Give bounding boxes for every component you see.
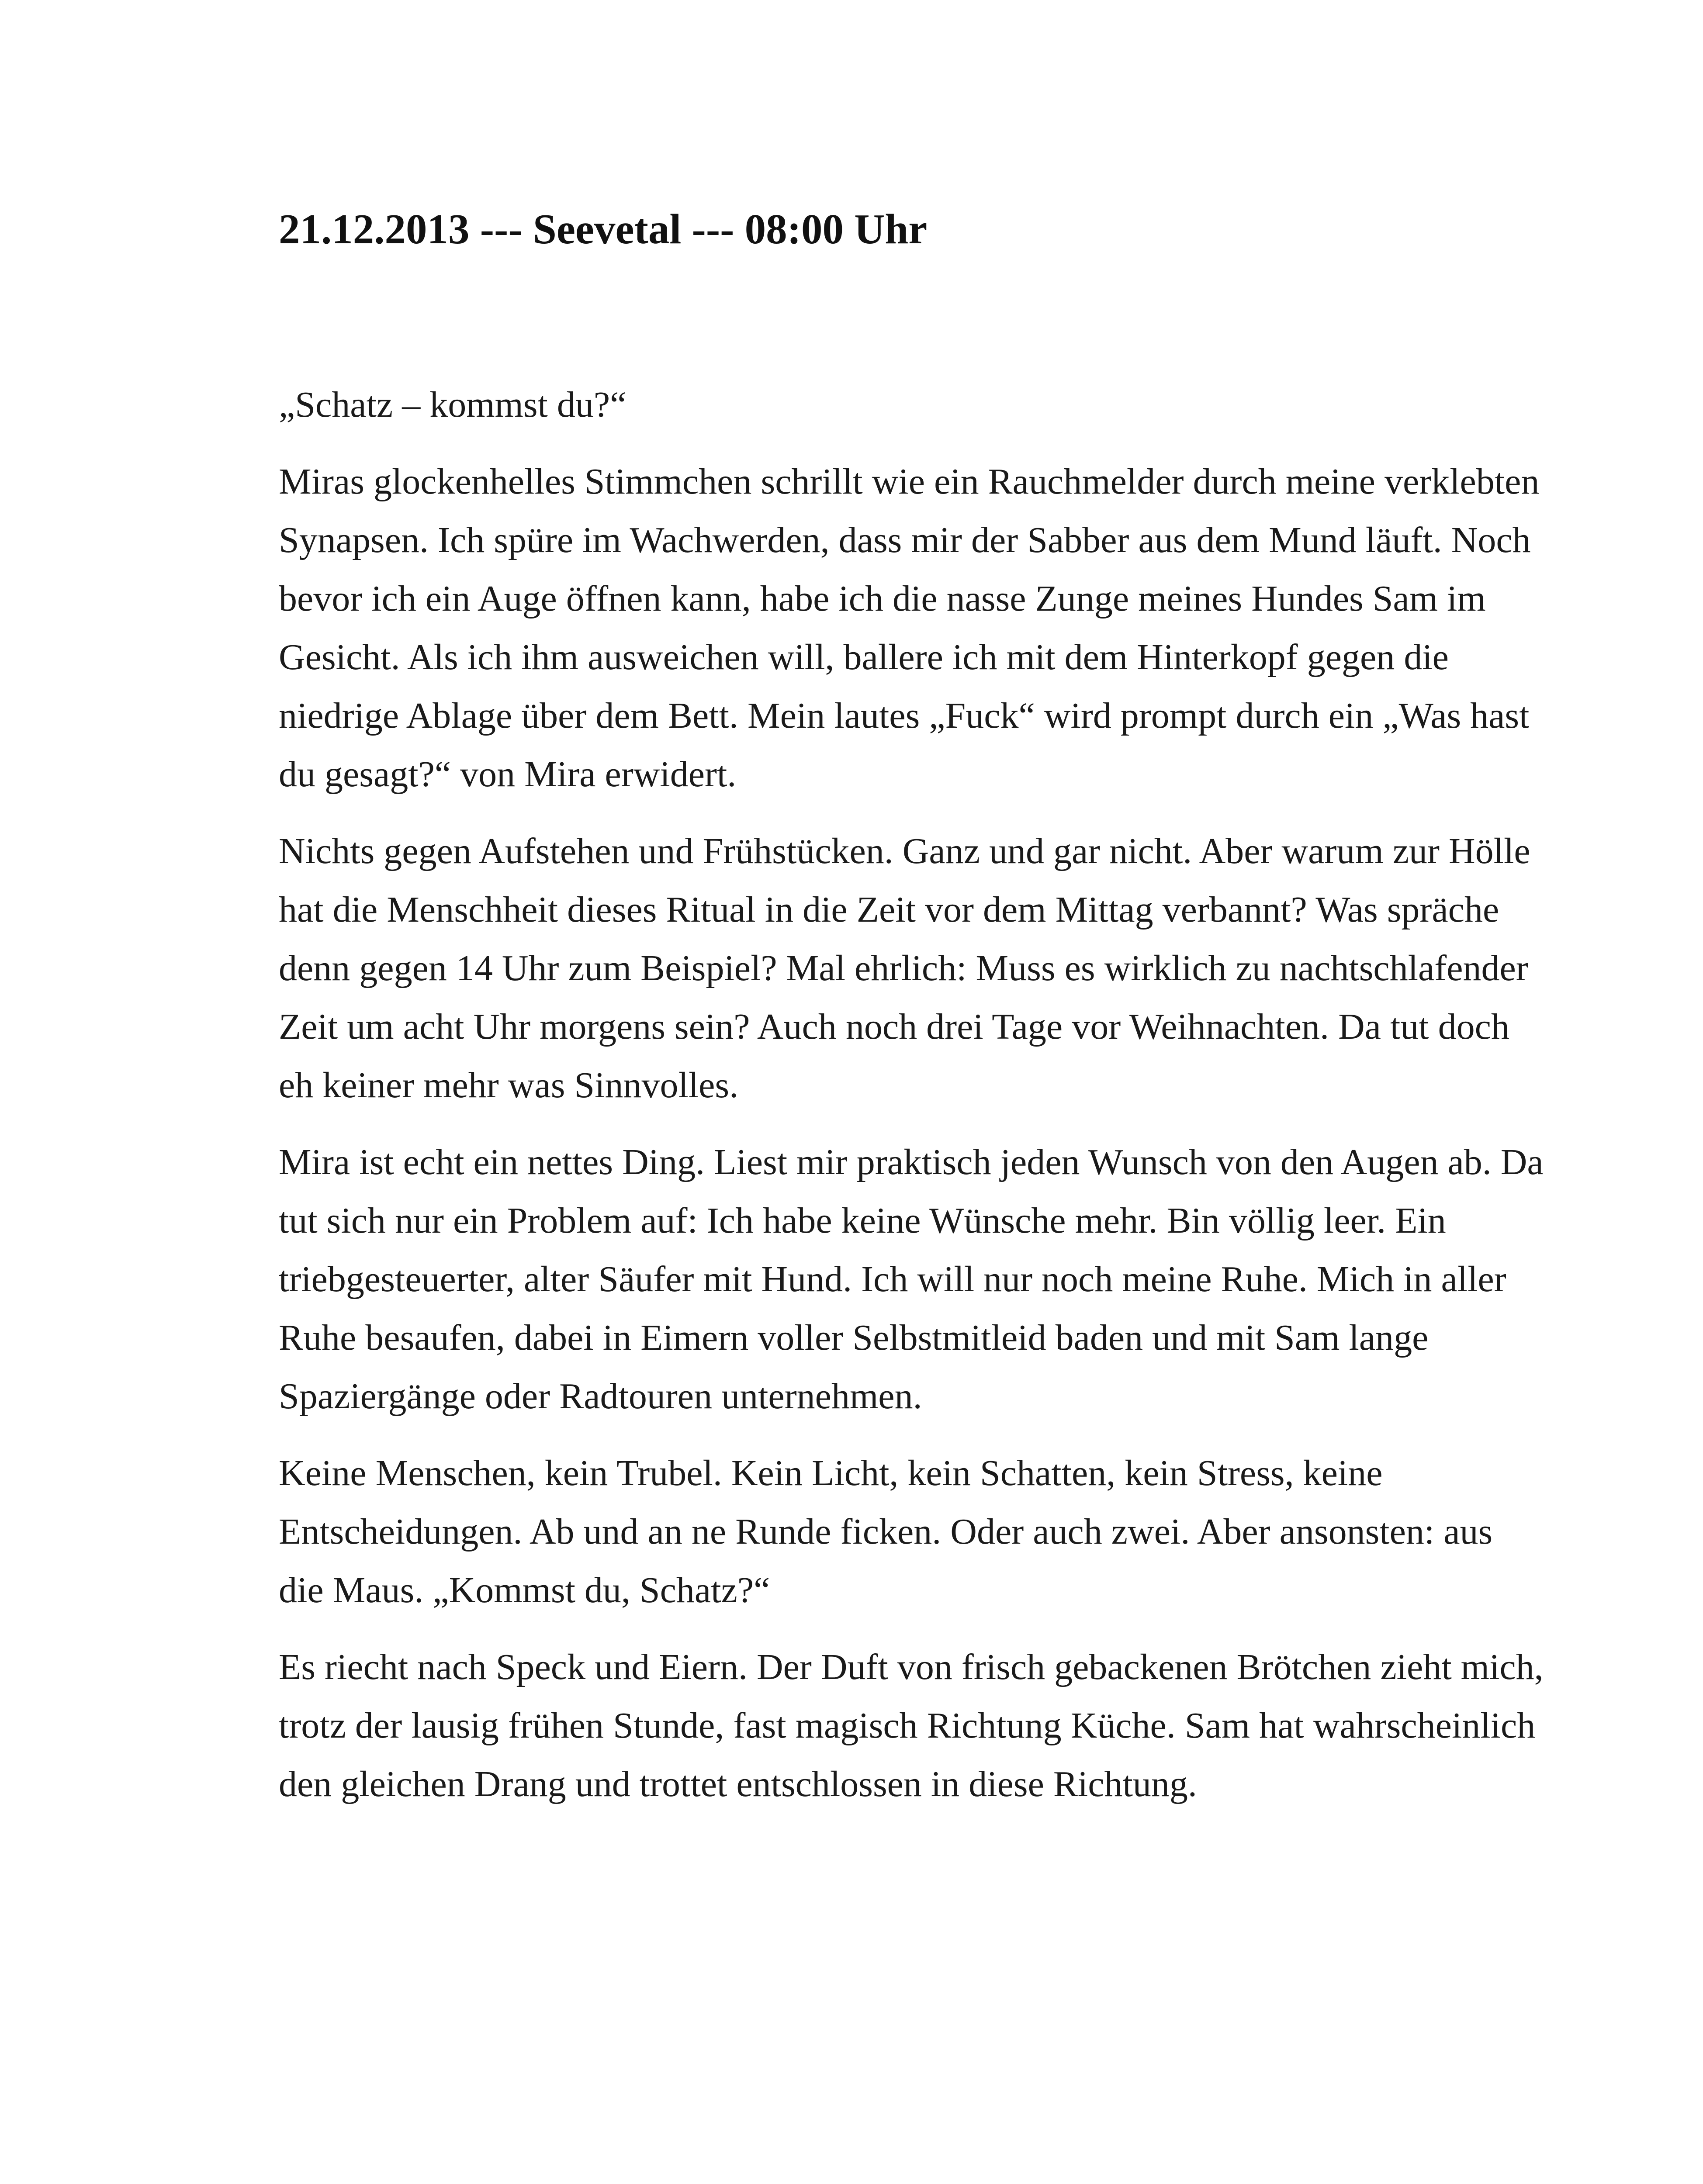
- paragraph-2: Miras glockenhelles Stimmchen schrillt wie ein Rauchmelder durch meine verklebten Synapsen. Ich spüre im Wachwerden, dass mir der Sabber aus dem Mund läuft. Noch bevor ich ein Auge öffnen kann, habe ich die nasse Zunge meines Hundes Sam im Gesicht. Als ich ihm ausweichen will, ballere ich mit dem Hinterkopf gegen die niedrige Ablage über dem Bett. Mein lautes „Fuck“ wird prompt durch ein „Was hast du gesagt?“ von Mira erwidert.: [279, 461, 1540, 795]
- paragraph-6: Es riecht nach Speck und Eiern. Der Duft von frisch gebackenen Brötchen zieht mich, trotz der lausig frühen Stunde, fast magisch Richtung Küche. Sam hat wahrscheinlich den gleichen Drang und trottet entschlossen in diese Richtung.: [279, 1647, 1544, 1804]
- body-text: [279, 376, 1546, 1832]
- paragraph-3: Nichts gegen Aufstehen und Frühstücken. Ganz und gar nicht. Aber warum zur Hölle hat die Menschheit dieses Ritual in die Zeit vor dem Mittag verbannt? Was spräche denn gegen 14 Uhr zum Beispiel? Mal ehrlich: Muss es wirklich zu nachtschlafender Zeit um acht Uhr morgens sein? Auch noch drei Tage vor Weihnachten. Da tut doch eh keiner mehr was Sinnvolles.: [279, 831, 1530, 1106]
- chapter-heading: 21.12.2013 --- Seevetal --- 08:00 Uhr: [279, 206, 928, 252]
- paragraph-5: Keine Menschen, kein Trubel. Kein Licht, kein Schatten, kein Stress, keine Entscheidungen. Ab und an ne Runde ficken. Oder auch zwei. Aber ansonsten: aus die Maus. „Kommst du, Schatz?“: [279, 1453, 1493, 1610]
- paragraph-4: Mira ist echt ein nettes Ding. Liest mir praktisch jeden Wunsch von den Augen ab. Da tut sich nur ein Problem auf: Ich habe keine Wünsche mehr. Bin völlig leer. Ein triebgesteuerter, alter Säufer mit Hund. Ich will nur noch meine Ruhe. Mich in aller Ruhe besaufen, dabei in Eimern voller Selbstmitleid baden und mit Sam lange Spaziergänge oder Radtouren unternehmen.: [279, 1142, 1544, 1417]
- paragraph-1: „Schatz – kommst du?“: [279, 384, 627, 425]
